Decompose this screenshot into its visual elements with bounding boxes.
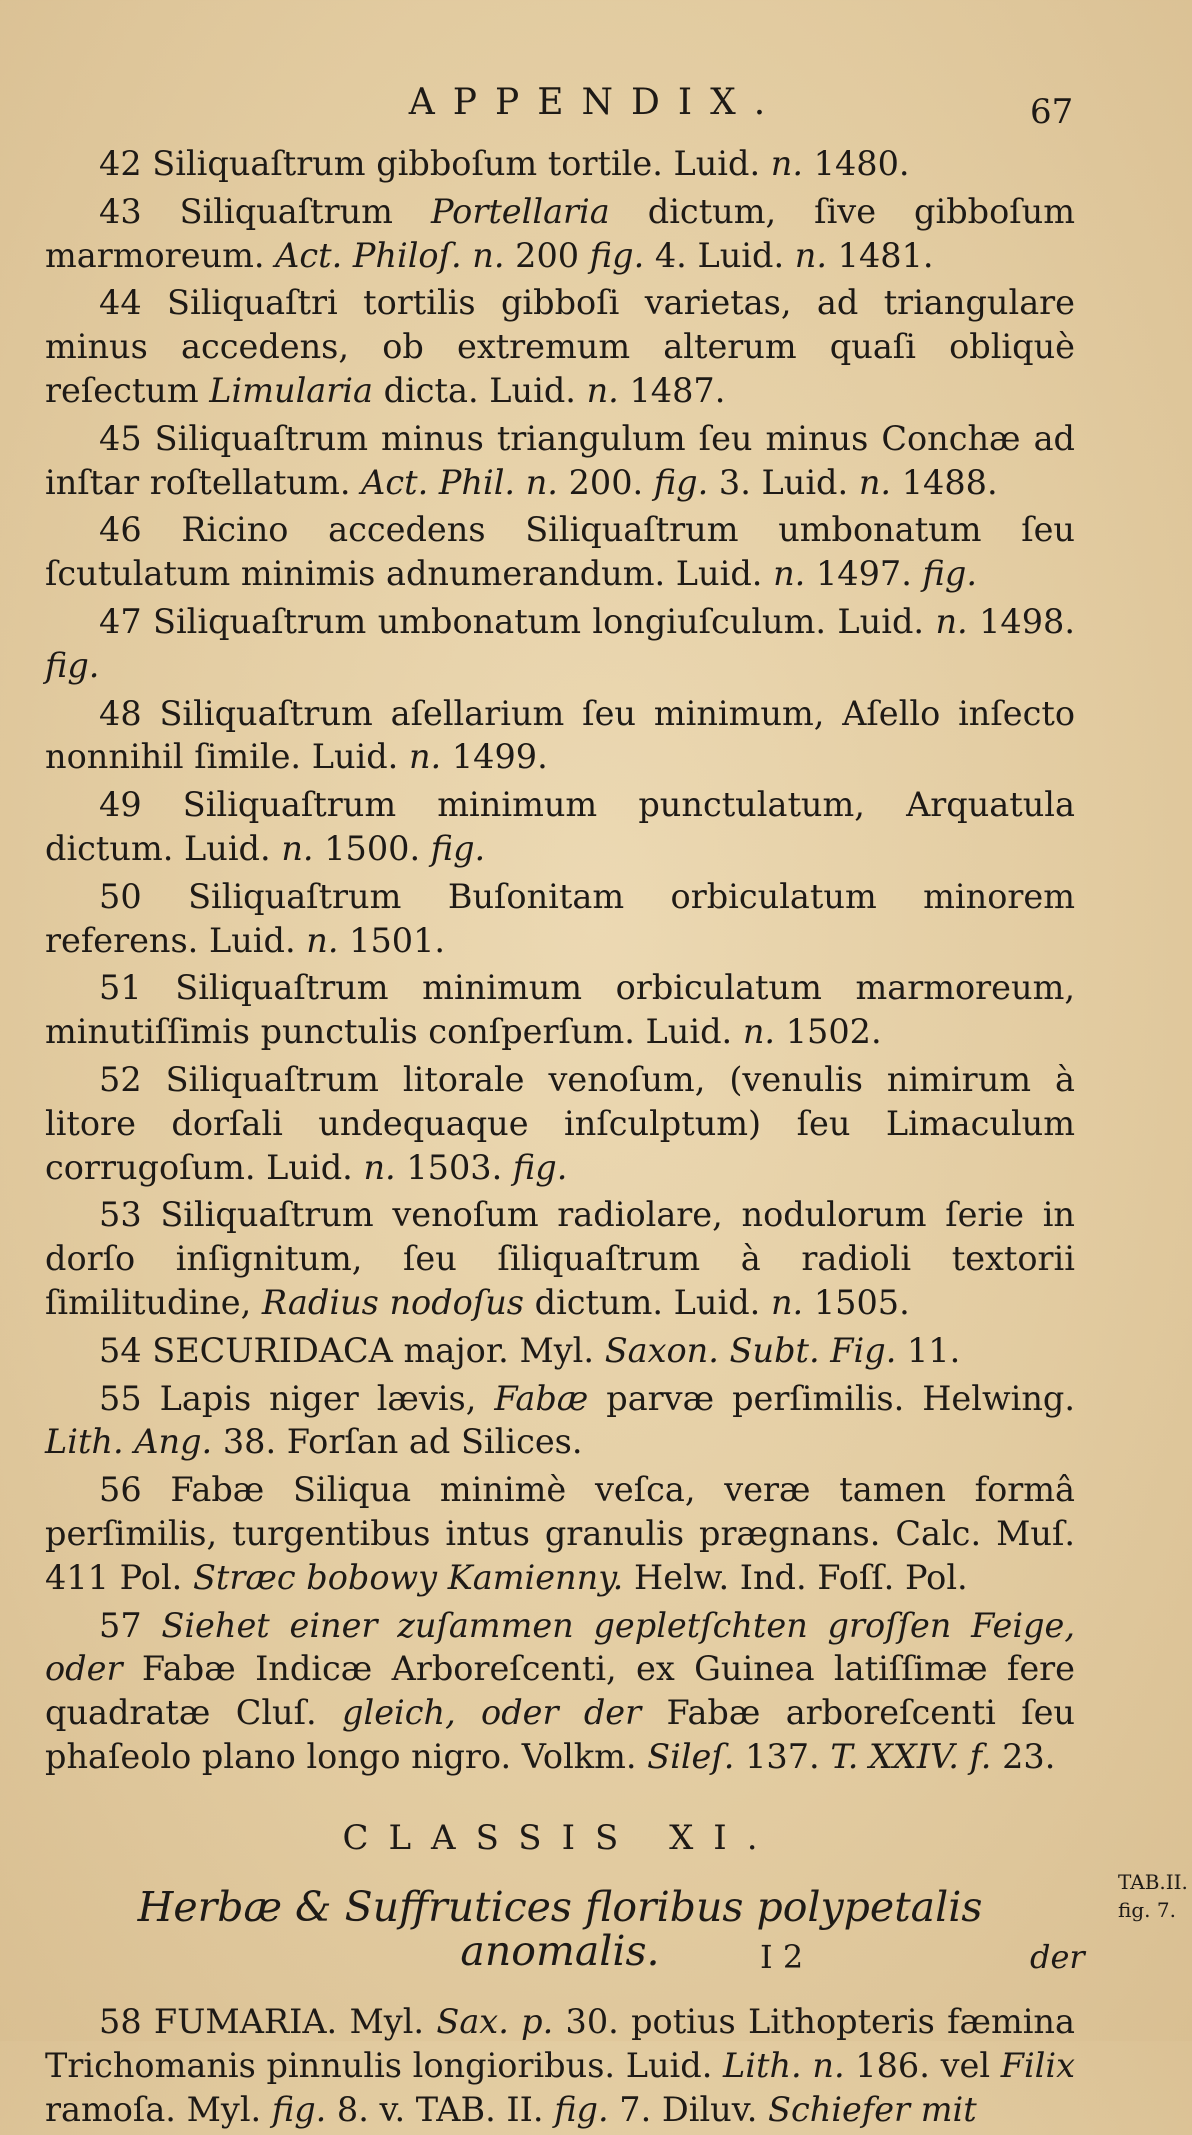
entry-text: n. xyxy=(858,462,892,502)
list-item xyxy=(45,966,1075,1054)
body-text xyxy=(45,142,1075,2135)
entry-text: n. xyxy=(586,370,619,410)
entry-text: dictum. Luid. xyxy=(523,1282,771,1322)
entry-text: n. xyxy=(281,828,314,868)
list-item xyxy=(45,190,1075,278)
entry-text: 1505. xyxy=(803,1282,910,1322)
entry-text: 7. Diluv. xyxy=(608,2089,768,2129)
entry-text: n. xyxy=(794,235,827,275)
list-item xyxy=(45,1604,1075,1779)
entry-text: 53 Siliquaſtrum venoſum radiolare, nodulorum ſerie in dorſo inſignitum, ſeu ſiliquaſtrum à radioli textorii ſimilitudine, xyxy=(45,1195,1075,1322)
entry-text: Sax. p. xyxy=(436,2002,554,2042)
entry-text: 1503. xyxy=(395,1147,513,1187)
entry-text: n. xyxy=(306,920,339,960)
list-item xyxy=(45,1468,1075,1599)
list-item xyxy=(45,692,1075,780)
entry-text: fig. xyxy=(589,235,645,275)
section-title: Herbæ & Suffrutices floribus polypetalis anomalis. xyxy=(137,1883,983,1976)
list-item xyxy=(45,1193,1075,1324)
entry-text: n. xyxy=(363,1147,396,1187)
entry-text: 1481. xyxy=(827,235,934,275)
entry-text: Fabæ xyxy=(494,1378,589,1418)
entry-text: 8. v. TAB. II. xyxy=(326,2089,555,2129)
entry-list xyxy=(45,142,1075,1779)
entry-text: fig. xyxy=(271,2089,327,2129)
entry-text: 57 xyxy=(99,1605,162,1645)
list-item xyxy=(45,417,1075,505)
running-head: APPENDIX. xyxy=(408,82,784,123)
entry-text: 200 xyxy=(504,235,590,275)
list-item xyxy=(45,142,1075,186)
entry-text: 44 Siliquaſtri tortilis gibboſi varietas, ad triangulare minus accedens, ob extremum alterum quaſi obliquè reſectum xyxy=(45,283,1075,410)
entry-text: 11. xyxy=(896,1330,961,1370)
entry-text: 48 Siliquaſtrum aſellarium ſeu minimum, Aſello inſecto nonnihil ſimile. Luid. xyxy=(45,693,1075,777)
entry-text: dictum, ſive gibboſum marmoreum. xyxy=(45,191,1076,275)
entry-text: 1488. xyxy=(891,462,998,502)
entry-text: n. xyxy=(742,1012,776,1052)
page-number: 67 xyxy=(1030,92,1074,132)
entry-text: Radius nodoſus xyxy=(261,1282,524,1322)
entry-list-after xyxy=(45,2000,1075,2131)
entry-text: 23. xyxy=(991,1736,1056,1776)
entry-text: 51 Siliquaſtrum minimum orbiculatum marmoreum, minutiſſimis punctulis conſperſum. Luid. xyxy=(45,968,1075,1052)
entry-text: n. xyxy=(770,1282,804,1322)
entry-text: fig. xyxy=(653,462,709,502)
entry-text: n. xyxy=(773,554,806,594)
entry-text: Saxon. Subt. Fig. xyxy=(604,1330,897,1370)
entry-text: 54 SECURIDACA major. Myl. xyxy=(99,1330,605,1370)
list-item xyxy=(45,875,1075,963)
entry-text: 52 Siliquaſtrum litorale venoſum, (venulis nimirum à litore dorſali undequaque inſculptum) ſeu Limaculum corrugoſum. Luid. xyxy=(45,1059,1075,1187)
entry-text: fig. xyxy=(45,645,100,685)
entry-text: 1497. xyxy=(805,554,923,594)
margin-note-line: fig. 7. xyxy=(1118,1898,1176,1922)
entry-text: 49 Siliquaſtrum minimum punctulatum, Arquatula dictum. Luid. xyxy=(45,785,1075,868)
entry-text: 1501. xyxy=(338,920,446,960)
entry-text: Act. Philoſ. n. xyxy=(275,235,505,275)
entry-text: 137. xyxy=(734,1736,831,1776)
entry-text: fig. xyxy=(512,1147,568,1187)
list-item xyxy=(45,2000,1075,2131)
entry-text: 1487. xyxy=(618,370,726,410)
entry-text: 45 Siliquaſtrum minus triangulum ſeu minus Conchæ ad inſtar roſtellatum. xyxy=(45,418,1075,502)
margin-note-line: TAB.II. xyxy=(1118,1870,1188,1894)
entry-text: fig. xyxy=(554,2089,609,2129)
entry-text: Helw. Ind. Foſſ. Pol. xyxy=(623,1557,968,1597)
entry-text: Schiefer mit xyxy=(768,2089,977,2129)
entry-text: 1499. xyxy=(441,737,548,777)
entry-text: T. XXIV. f. xyxy=(830,1736,992,1776)
entry-text: ramoſa. Myl. xyxy=(45,2089,272,2129)
entry-text: gleich, oder der xyxy=(342,1693,642,1733)
entry-text: 200. xyxy=(557,462,654,502)
list-item xyxy=(45,600,1075,688)
entry-text: Limularia xyxy=(209,370,373,410)
list-item xyxy=(45,1377,1075,1465)
signature-mark: I 2 xyxy=(760,1938,804,1976)
entry-text: n. xyxy=(935,601,968,641)
catchword: der xyxy=(1030,1938,1085,1976)
entry-text: 1502. xyxy=(775,1012,882,1052)
entry-text: 30. potius Lithopteris fæmina Trichomanis pinnulis longioribus. Luid. xyxy=(45,2002,1075,2085)
entry-text: 186. vel xyxy=(844,2045,1001,2085)
list-item xyxy=(45,281,1075,412)
entry-text: 1498. xyxy=(967,601,1075,641)
entry-text: 50 Siliquaſtrum Buſonitam orbiculatum minorem referens. Luid. xyxy=(45,876,1075,960)
entry-text: parvæ perſimilis. Helwing. xyxy=(588,1378,1076,1418)
entry-text: 58 FUMARIA. Myl. xyxy=(99,2002,437,2042)
entry-text: n. xyxy=(408,737,442,777)
entry-text: 47 Siliquaſtrum umbonatum longiuſculum. Luid. xyxy=(99,601,936,641)
entry-text: 1500. xyxy=(313,828,431,868)
entry-text: Fabæ arboreſcenti ſeu phaſeolo plano longo nigro. Volkm. xyxy=(45,1693,1076,1776)
entry-text: 3. Luid. xyxy=(708,462,859,502)
entry-text: Siehet einer zuſammen gepletſchten groſſen Feige, oder xyxy=(45,1605,1075,1689)
entry-text: fig. xyxy=(430,828,486,868)
entry-text: Act. Phil. n. xyxy=(361,462,558,502)
entry-text: Stræc bobowy Kamienny. xyxy=(192,1557,624,1597)
entry-text: 56 Fabæ Siliqua minimè veſca, veræ tamen formâ perſimilis, turgentibus intus granulis prægnans. Calc. Muſ. 411 Pol. xyxy=(45,1470,1075,1597)
entry-text: Sileſ. xyxy=(647,1736,735,1776)
entry-text: Portellaria xyxy=(430,191,610,231)
list-item xyxy=(45,1058,1075,1189)
entry-text: 42 Siliquaſtrum gibboſum tortile. Luid. xyxy=(99,144,771,183)
entry-text: 4. Luid. xyxy=(644,235,795,275)
margin-note xyxy=(1118,1868,1188,1924)
entry-text: Lith. n. xyxy=(723,2045,845,2085)
list-item xyxy=(45,1329,1075,1373)
entry-text: 46 Ricino accedens Siliquaſtrum umbonatum ſeu ſcutulatum minimis adnumerandum. Luid. xyxy=(45,510,1075,594)
entry-text: 55 Lapis niger lævis, xyxy=(99,1378,495,1418)
entry-text: fig. xyxy=(922,554,977,594)
list-item xyxy=(45,508,1075,596)
entry-text: Filix xyxy=(1000,2045,1075,2085)
entry-text: 38. Forſan ad Silices. xyxy=(212,1422,583,1462)
entry-text: n. xyxy=(770,144,804,183)
list-item xyxy=(45,783,1075,871)
entry-text: 1480. xyxy=(803,144,910,183)
section-heading: CLASSIS XI. xyxy=(342,1817,778,1858)
entry-text: Lith. Ang. xyxy=(45,1422,213,1462)
entry-text: dicta. Luid. xyxy=(372,370,587,410)
entry-text: 43 Siliquaſtrum xyxy=(99,191,431,231)
entry-text: Fabæ Indicæ Arboreſcenti, ex Guinea latiſſimæ fere quadratæ Cluſ. xyxy=(45,1649,1075,1733)
